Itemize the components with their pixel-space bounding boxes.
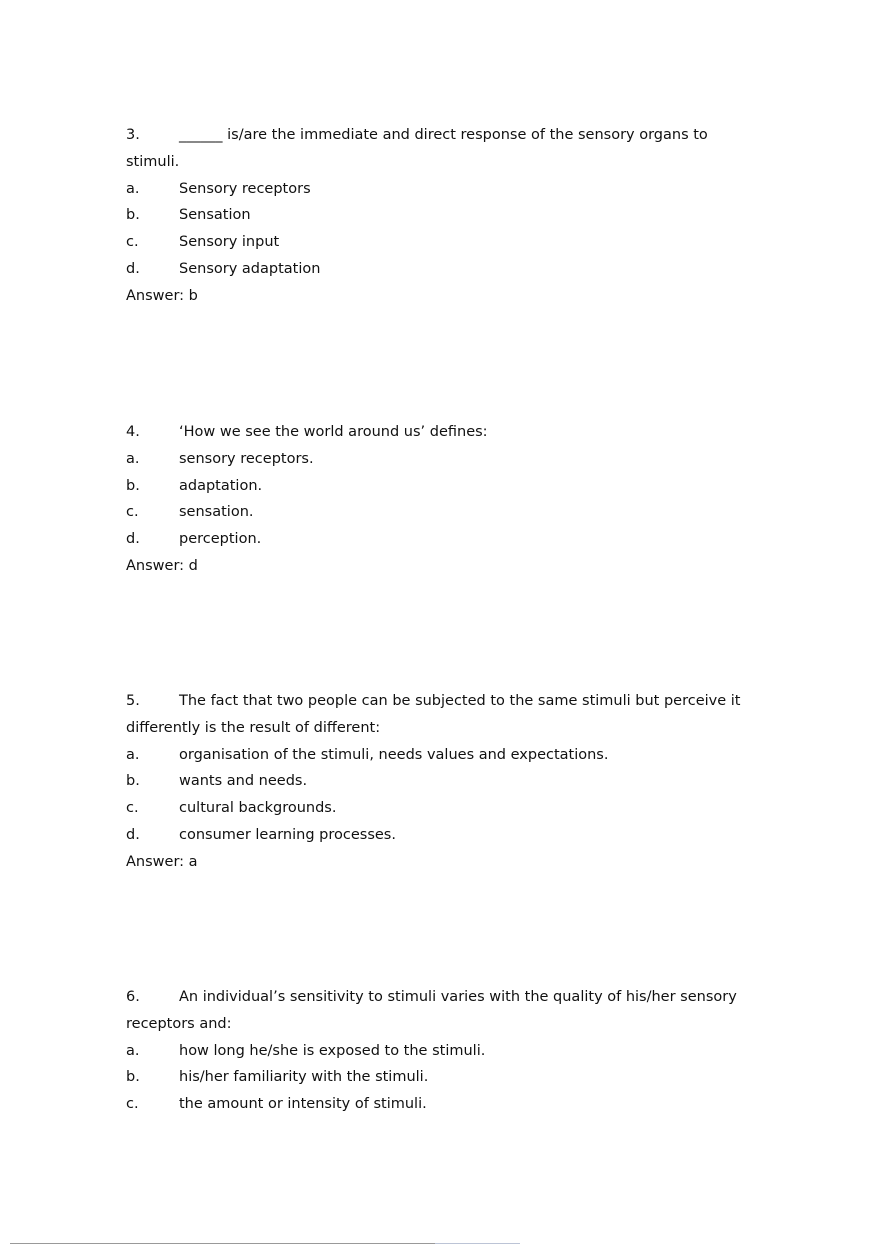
option-text: sensory receptors. [179, 450, 314, 467]
answer-key: Answer: b [126, 287, 198, 304]
answer-option [126, 526, 766, 553]
question-text-continued: receptors and: [126, 1015, 232, 1032]
option-text: sensation. [179, 504, 254, 521]
answer-option [126, 768, 766, 795]
option-letter: d. [126, 826, 140, 843]
option-text: how long he/she is exposed to the stimuli. [179, 1042, 486, 1059]
answer-option [126, 176, 766, 203]
question-6 [126, 984, 766, 1118]
answer-option [126, 446, 766, 473]
question-number: 4. [126, 424, 140, 440]
answer-key: Answer: d [126, 557, 198, 574]
option-text: cultural backgrounds. [179, 800, 337, 817]
option-letter: c. [126, 800, 139, 817]
question-number: 6. [126, 989, 140, 1005]
option-letter: c. [126, 504, 139, 521]
option-letter: a. [126, 450, 140, 467]
option-text: his/her familiarity with the stimuli. [179, 1069, 429, 1086]
option-text: Sensory adaptation [179, 260, 321, 277]
option-letter: a. [126, 180, 140, 197]
option-letter: c. [126, 234, 139, 251]
option-text: Sensory receptors [179, 180, 311, 197]
footer-divider-accent [435, 1243, 520, 1244]
answer-option [126, 256, 766, 283]
footer-divider [10, 1243, 435, 1244]
question-text-continued: stimuli. [126, 153, 180, 170]
option-letter: a. [126, 746, 140, 763]
question-text: The fact that two people can be subjected to the same stimuli but perceive it [179, 693, 741, 709]
answer-option [126, 1038, 766, 1065]
option-text: perception. [179, 531, 262, 548]
option-text: the amount or intensity of stimuli. [179, 1096, 427, 1113]
option-text: organisation of the stimuli, needs values and expectations. [179, 746, 609, 763]
answer-option [126, 822, 766, 849]
option-letter: d. [126, 531, 140, 548]
answer-option [126, 202, 766, 229]
question-text: ______ is/are the immediate and direct response of the sensory organs to [179, 127, 708, 143]
question-number: 3. [126, 127, 140, 143]
answer-option [126, 499, 766, 526]
question-number: 5. [126, 693, 140, 709]
answer-option [126, 742, 766, 769]
option-letter: b. [126, 773, 140, 790]
question-4 [126, 419, 766, 580]
question-text: ‘How we see the world around us’ defines: [179, 424, 488, 440]
option-letter: a. [126, 1042, 140, 1059]
option-text: adaptation. [179, 477, 263, 494]
option-letter: b. [126, 1069, 140, 1086]
question-stem [126, 984, 766, 1011]
option-text: Sensation [179, 207, 251, 224]
question-stem [126, 688, 766, 715]
option-text: consumer learning processes. [179, 826, 396, 843]
answer-option [126, 1091, 766, 1118]
option-letter: d. [126, 260, 140, 277]
answer-option [126, 1064, 766, 1091]
answer-option [126, 229, 766, 256]
question-text: An individual’s sensitivity to stimuli varies with the quality of his/her sensory [179, 989, 737, 1005]
option-letter: c. [126, 1096, 139, 1113]
question-5 [126, 688, 766, 876]
option-letter: b. [126, 207, 140, 224]
question-3 [126, 122, 766, 310]
option-text: wants and needs. [179, 773, 308, 790]
question-text-continued: differently is the result of different: [126, 719, 381, 736]
question-stem [126, 419, 766, 446]
option-letter: b. [126, 477, 140, 494]
answer-key: Answer: a [126, 853, 198, 870]
question-stem [126, 122, 766, 149]
answer-option [126, 795, 766, 822]
answer-option [126, 473, 766, 500]
option-text: Sensory input [179, 234, 280, 251]
